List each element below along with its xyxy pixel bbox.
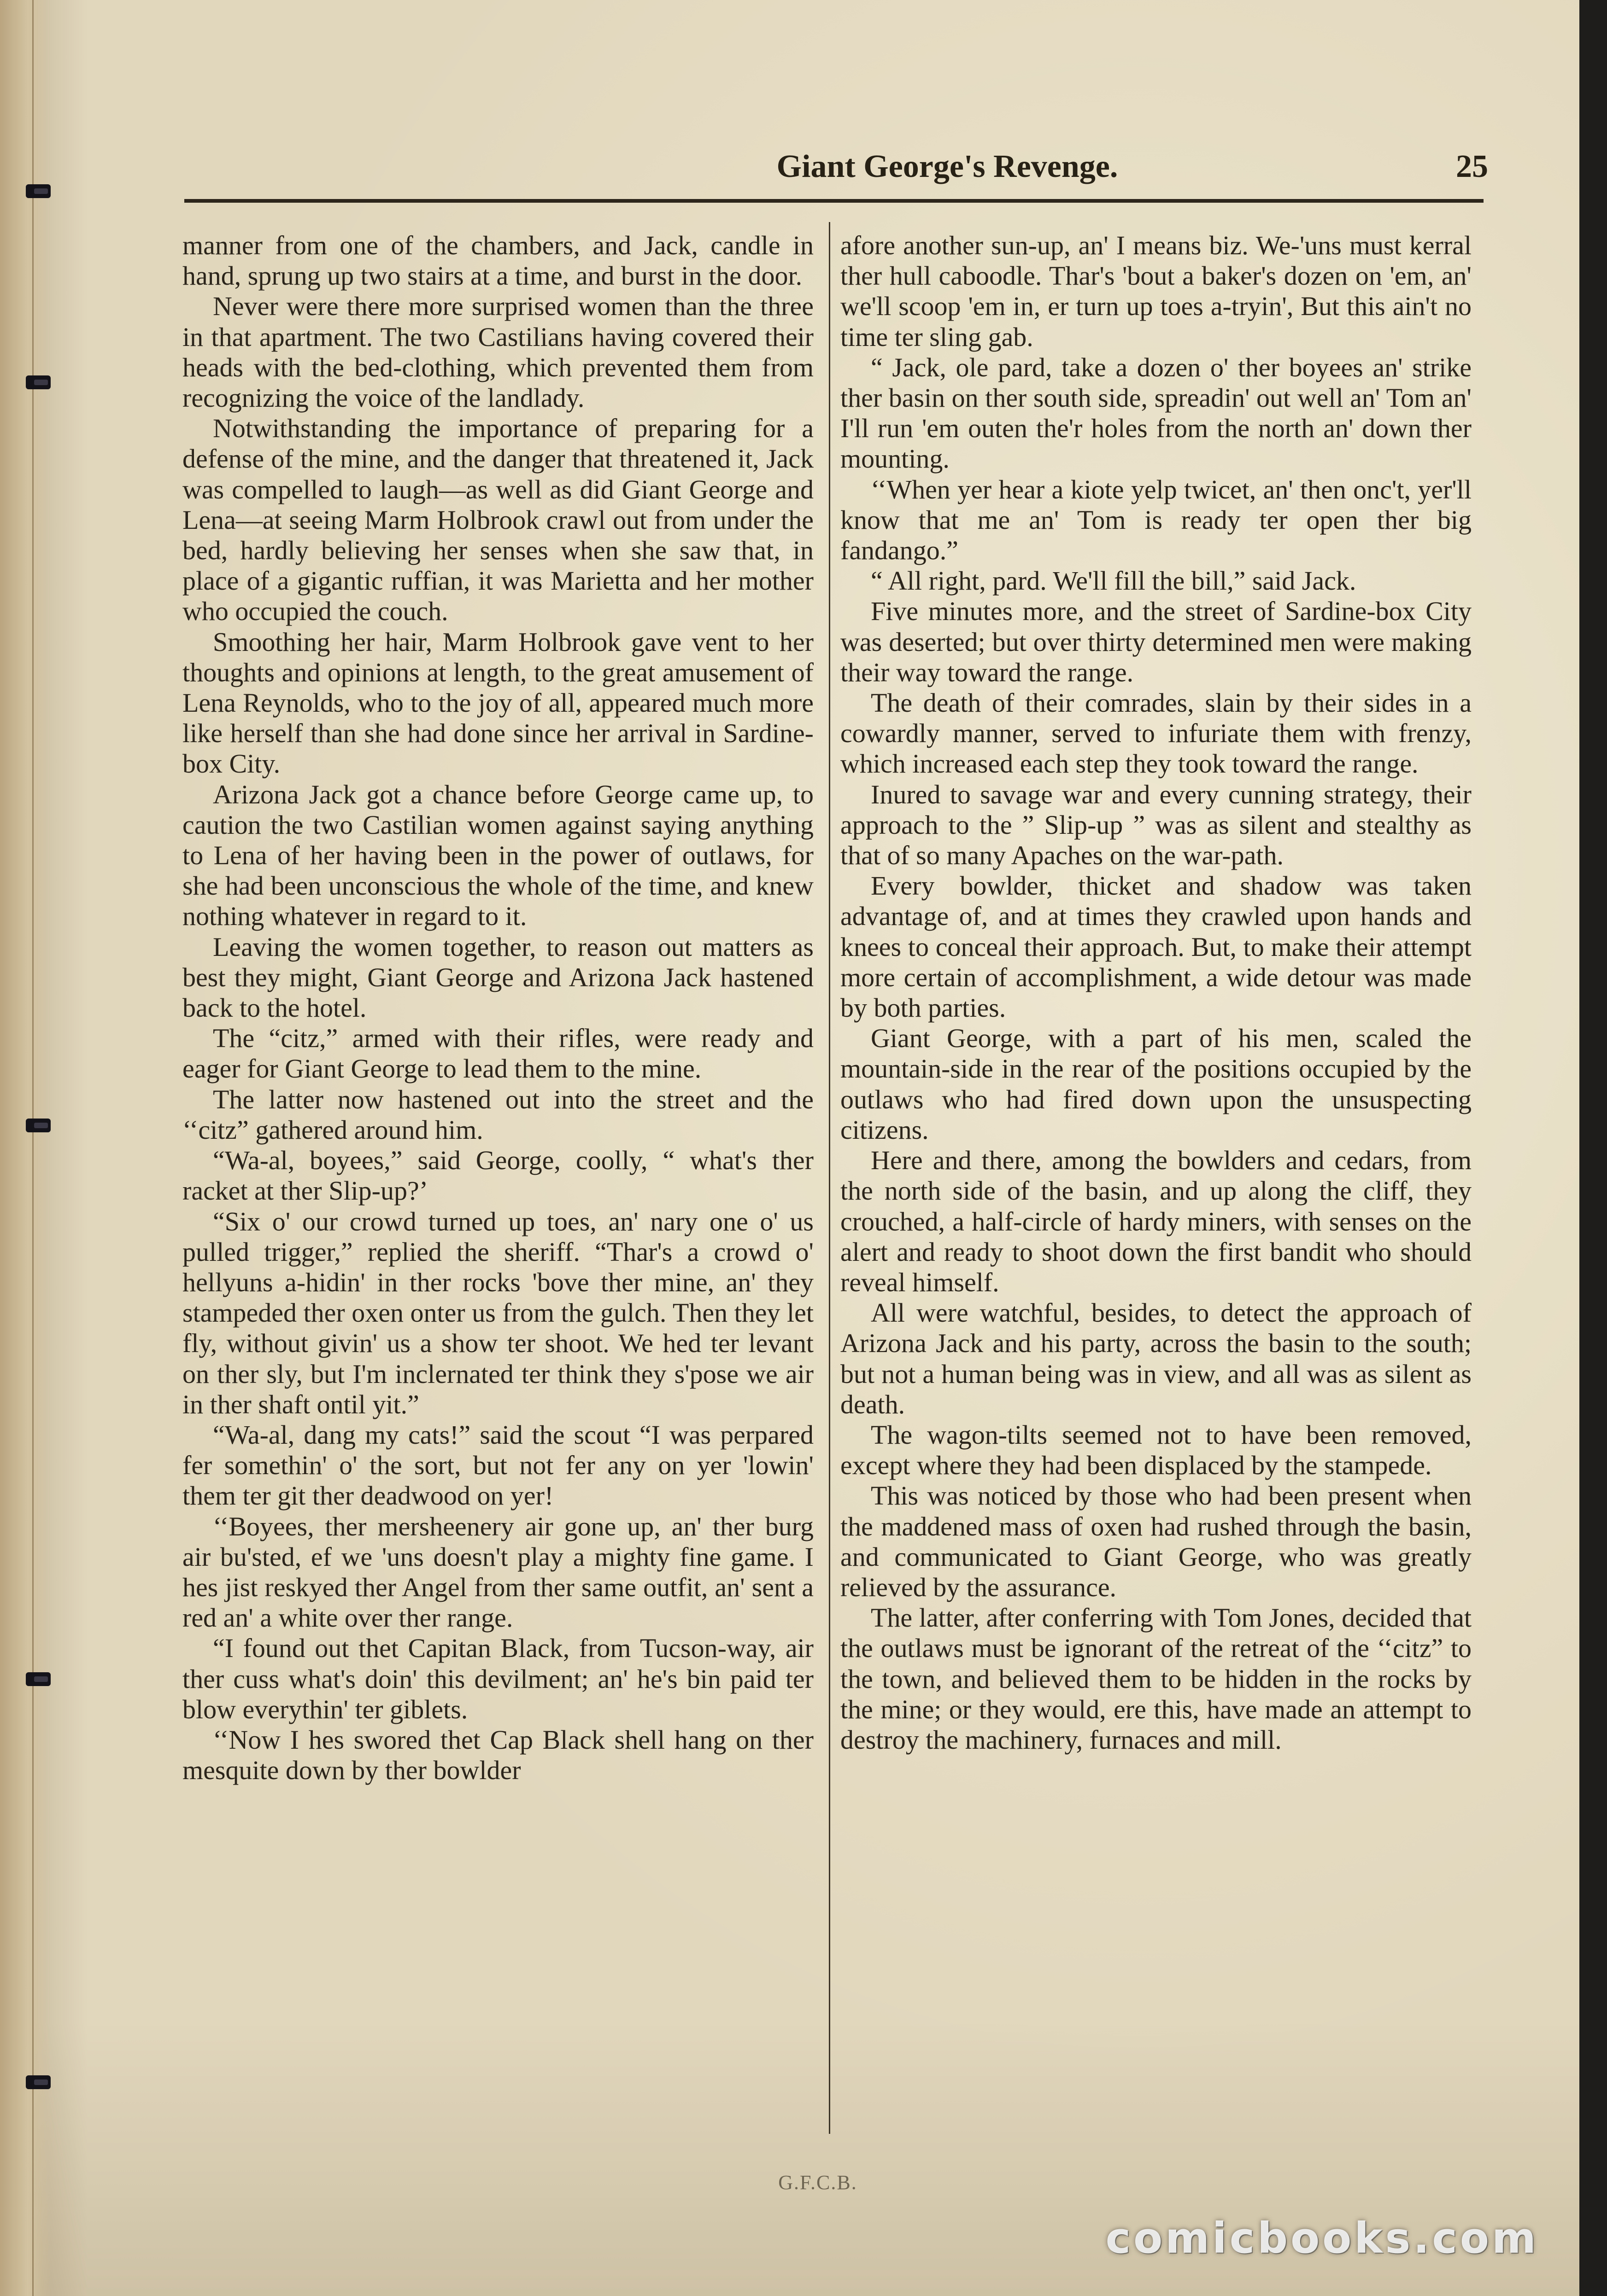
- paragraph: Inured to savage war and every cunning strategy, their approach to the ” Slip-up ” was as silent and stealthy as that of so many Apaches on the war-path.: [840, 779, 1472, 871]
- paragraph: Notwithstanding the importance of preparing for a defense of the mine, and the danger that threatened it, Jack was compelled to laugh—as well as did Giant George and Lena—at seeing Marm Holbrook crawl out from under the bed, hardly believing her senses when she saw that, in place of a gigantic ruffian, it was Marietta and her mother who occupied the couch.: [182, 413, 814, 627]
- paragraph: Leaving the women together, to reason out matters as best they might, Giant George and Arizona Jack hastened back to the hotel.: [182, 931, 814, 1023]
- paragraph: “Wa-al, dang my cats!” said the scout “I was perpared fer somethin' o' the sort, but not fer any on yer 'lowin' them ter git ther deadwood on yer!: [182, 1419, 814, 1511]
- staple-second: [26, 375, 51, 389]
- binding-fold-line: [32, 0, 34, 2296]
- paragraph: The wagon-tilts seemed not to have been removed, except where they had been displaced by the stampede.: [840, 1419, 1472, 1481]
- paragraph: Every bowlder, thicket and shadow was taken advantage of, and at times they crawled upon hands and knees to conceal their approach. But, to make their attempt more certain of accomplishment, a wide detour was made by both parties.: [840, 871, 1472, 1023]
- paragraph: Arizona Jack got a chance before George came up, to caution the two Castilian women against saying anything to Lena of her having been in the power of outlaws, for she had been unconscious the whole of the time, and knew nothing whatever in regard to it.: [182, 779, 814, 931]
- paragraph: “Wa-al, boyees,” said George, coolly, “ what's ther racket at ther Slip-up?’: [182, 1145, 814, 1206]
- paragraph: manner from one of the chambers, and Jack, candle in hand, sprung up two stairs at a time, and burst in the door.: [182, 230, 814, 291]
- paragraph: All were watchful, besides, to detect the approach of Arizona Jack and his party, across the basin to the south; but not a human being was in view, and all was as silent as death.: [840, 1298, 1472, 1419]
- running-title: Giant George's Revenge.: [776, 149, 1118, 184]
- paragraph: Never were there more surprised women than the three in that apartment. The two Castilians having covered their heads with the bed-clothing, which prevented them from recognizing the voice of the landlady.: [182, 291, 814, 413]
- paragraph: “ Jack, ole pard, take a dozen o' ther boyees an' strike ther basin on ther south side, spreadin' out well an' Tom an' I'll run 'em outen the'r holes from the north an' down ther mounting.: [840, 352, 1472, 474]
- paragraph: ‘‘Now I hes swored thet Cap Black shell hang on ther mesquite down by ther bowlder: [182, 1724, 814, 1786]
- paragraph: “Six o' our crowd turned up toes, an' nary one o' us pulled trigger,” replied the sheriff. “Thar's a crowd o' hellyuns a-hidin' in ther rocks 'bove ther mine, an' they stampeded ther oxen onter us from the gulch. Then they let fly, without givin' us a show ter shoot. We hed ter levant on ther sly, but I'm inclernated ter think they s'pose we air in ther shaft ontil yit.”: [182, 1206, 814, 1419]
- text-column-right: [840, 230, 1472, 1755]
- paragraph: Five minutes more, and the street of Sardine-box City was deserted; but over thirty determined men were making their way toward the range.: [840, 596, 1472, 687]
- paragraph: ‘‘Boyees, ther mersheenery air gone up, an' ther burg air bu'sted, ef we 'uns doesn't play a mighty fine game. I hes jist reskyed ther Angel from ther same outfit, an' sent a red an' a white over ther range.: [182, 1511, 814, 1633]
- paragraph: “I found out thet Capitan Black, from Tucson-way, air ther cuss what's doin' this devilment; an' he's bin paid ter blow everythin' ter giblets.: [182, 1633, 814, 1724]
- paragraph: The latter, after conferring with Tom Jones, decided that the outlaws must be ignorant of the retreat of the ‘‘citz” to the town, and believed them to be hidden in the rocks by the mine; or they would, ere this, have made an attempt to destroy the machinery, furnaces and mill.: [840, 1603, 1472, 1755]
- binding-gutter: [0, 0, 51, 2296]
- paragraph: ‘‘When yer hear a kiote yelp twicet, an' then onc't, yer'll know that me an' Tom is ready ter open ther big fandango.”: [840, 474, 1472, 566]
- paragraph: Smoothing her hair, Marm Holbrook gave vent to her thoughts and opinions at length, to the great amusement of Lena Reynolds, who to the joy of all, appeared much more like herself than she had done since her arrival in Sardine-box City.: [182, 627, 814, 779]
- page-number: 25: [1456, 149, 1488, 184]
- column-divider: [829, 222, 830, 2134]
- text-column-left: [182, 230, 814, 1786]
- header-rule: [184, 199, 1484, 203]
- printer-plate-mark: G.F.C.B.: [778, 2171, 857, 2194]
- paragraph: The “citz,” armed with their rifles, were ready and eager for Giant George to lead them to the mine.: [182, 1023, 814, 1084]
- staple-bottom: [26, 2075, 51, 2089]
- paragraph: “ All right, pard. We'll fill the bill,” said Jack.: [871, 566, 1356, 596]
- paragraph: afore another sun-up, an' I means biz. We-'uns must kerral ther hull caboodle. Thar's 'bout a baker's dozen on 'em, an' we'll scoop 'em in, er turn up toes a-tryin', But this ain't no time ter sling gab.: [840, 230, 1472, 352]
- paragraph: This was noticed by those who had been present when the maddened mass of oxen had rushed through the basin, and communicated to Giant George, who was greatly relieved by the assurance.: [840, 1481, 1472, 1602]
- staple-middle: [26, 1119, 51, 1132]
- staple-lower: [26, 1672, 51, 1686]
- site-watermark: comicbooks.com: [1105, 2214, 1539, 2263]
- paragraph: Giant George, with a part of his men, scaled the mountain-side in the rear of the positions occupied by the outlaws who had fired down upon the unsuspecting citizens.: [840, 1023, 1472, 1145]
- paragraph: Here and there, among the bowlders and cedars, from the north side of the basin, and up along the cliff, they crouched, a half-circle of hardy miners, with senses on the alert and ready to shoot down the first bandit who should reveal himself.: [840, 1145, 1472, 1297]
- paragraph: The death of their comrades, slain by their sides in a cowardly manner, served to infuriate them with frenzy, which increased each step they took toward the range.: [840, 688, 1472, 779]
- page-header: [180, 148, 1488, 185]
- paragraph: The latter now hastened out into the street and the ‘‘citz” gathered around him.: [182, 1084, 814, 1145]
- staple-top: [26, 184, 51, 198]
